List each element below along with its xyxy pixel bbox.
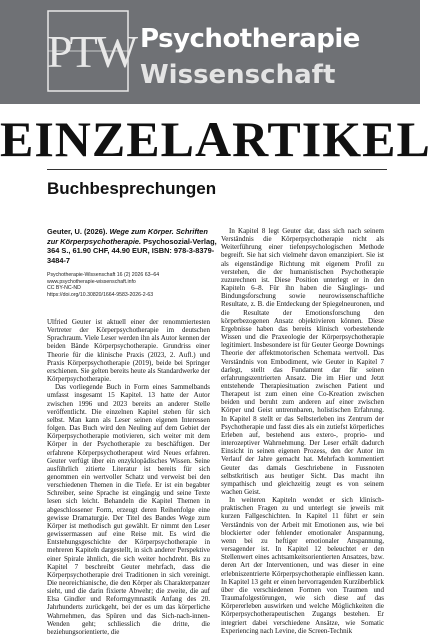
reference-author-year: Geuter, U. (2026). [47, 227, 108, 236]
body-column-left [47, 318, 210, 636]
meta-license: CC BY-NC-ND [47, 285, 81, 292]
section-title: Buchbesprechungen [47, 179, 217, 198]
paragraph: Ulfried Geuter ist aktuell einer der renommiertesten Vertreter der Körperpsychotherapie im deutschen Sprachraum. Viele Leser werden ihn als Autor kennen der beiden Bände Körperpsychotherapie. Grundriss einer Theorie für die klinische Praxis (2023, 2. Aufl.) und Praxis Körperpsychotherapie (2019), beide bei Springer erschienen. Sie gelten bereits heute als Standardwerke der Körperpsychotherapie. [47, 318, 210, 384]
paragraph: Das vorliegende Buch in Form eines Sammelbands umfasst insgesamt 15 Kapitel. 13 hatte der Autor zwischen 1996 und 2023 bereits an anderer Stelle veröffentlicht. Die einzelnen Kapitel stehen für sich selbst. Man kann als Leser seinen eigenen Interessen folgen. Das Buch wird den Neuling auf dem Gebiet der Körperpsychotherapie motivieren, sich weiter mit dem Körper in der Psychotherapie zu beschäftigen. Der erfahrene Körperpsychotherapeut wird Neues erfahren. Geuter verfügt über ein enzyklopädisches Wissen. Seine ausführlich zitierte Literatur ist bereits für sich genommen ein wertvoller Schatz und verweist bei den verschiedenen Themen in die Tiefe. Er ist ein begabter Schreiber, seine Sprache ist eingängig und seine Texte lesen sich leicht. Behandeln die Kapitel Themen in abgeschlossener Form, erzeugt deren Reihenfolge eine gewisse Dramaturgie. Der Titel des Bandes Wege zum Körper ist methodisch gut gewählt. Er nimmt den Leser gewissermassen auf eine Reise mit. Es wird die Entstehungsgeschichte der Körperpsychotherapie in mehreren Kapiteln dargestellt, in sich anderer Perspektive einer Spirale ähnlich, die sich weiter hochdreht. Bis zu Kapitel 7 beschreibt Geuter mehrfach, dass die Körperpsychotherapie drei Traditionen in sich vereinigt. Die neoreichianische, die den Körper als Charakterpanzer sieht, und die darin fixierte Abwehr; die zweite, die auf Elsa Gindler und Reformgymnastik Anfang des 20. Jahrhunderts zurückgeht, bei der es um das körperliche Wahrnehmen, das Spüren und das Sich-nach-innen-Wenden geht; schliesslich die dritte, die beziehungsorientierte, die [47, 383, 210, 636]
article-type-banner: EINZELARTIKEL [0, 111, 431, 167]
journal-logo [47, 10, 136, 92]
meta-journal: Psychotherapie-Wissenschaft 16 (2) 2026 63–64 [47, 272, 160, 278]
journal-title-line1: Psychotherapie [140, 24, 360, 54]
paragraph: In weiteren Kapiteln wendet er sich klinisch-praktischen Fragen zu und unterlegt sie jeweils mit kurzen Fallgeschichten. In Kapitel 11 führt er sein Verständnis von der Arbeit mit Emotionen aus, wie bei blockierter oder fehlender emotionaler Anspannung, wenn bei zu heftiger emotionaler Anspannung, versagender ist. In Kapitel 12 beleuchtet er den Stellenwert eines achtsamkeitsorientierten Ansatzes, bzw. deren Art der Interventionen, und was dieser in eine erlebniszentrierte Körperpsychotherapie einfliessen kann. In Kapitel 13 geht er einen hervorragenden Kurzüberblick über die verschiedenen Formen von Traumen und Traumafolgestörungen, wie sich diese auf das Körpererleben auswirken und welche Möglichkeiten die Körperpsychotherapeutischen Zugangs bestehen. Er integriert dabei verschiedene Ansätze, wie Somatic Experiencing nach Levine, die Screen-Technik [221, 496, 384, 635]
meta-website[interactable]: www.psychotherapie-wissenschaft.info [47, 278, 136, 285]
paragraph: In Kapitel 8 legt Geuter dar, dass sich nach seinem Verständnis die Körperpsychotherapie nicht als Weiterführung einer tiefenpsychologischen Methode begreift. Sie hat sich vielmehr davon emanzipiert. Sie ist als eigenständige Richtung mit eigenem Profil zu verstehen, die der humanistischen Psychotherapie zuzurechnen ist. Diese Position unterlegt er in den Kapiteln 6–8. Für ihn haben die Säuglings- und Bindungsforschung sowie neurowissenschaftliche Resultate, z. B. die Entdeckung der Spiegelneuronen, und die Resultate der Emotionsforschung den körperbezogenen Ansatz objektivieren können. Diese Ergebnisse haben das bereits klinisch vorbestehende Wissen und die Praxeologie der Körperpsychotherapie legitimiert. Insbesondere ist für Geuter George Downings Theorie der affektmotorischen Schemata wertvoll. Das Verständnis von Embodiment, wie Geuter in Kapitel 7 darlegt, stellt das Fundament dar für seinen erfahrungszentrierten Ansatz. Die im Hier und Jetzt entstehende Therapiesituation zwischen Patient und Therapeut ist zum einen eine Co-Kreation zwischen beiden und beruht zum anderen auf einer zwischen Körper und Geist untrennbaren, holistischen Erfahrung. In Kapitel 8 stellt er das Selbsterleben ins Zentrum der Psychotherapie und fasst dies als ein zutiefst körperliches Erleben auf, bestehend aus extero-, proprio- und interozeptiver Wahrnehmung. Der Leser erhält dadurch Einsicht in seinen eigenen Prozess, den der Autor im Verlauf der Jahre gemacht hat. Mehrfach kommentiert Geuter das damals Geschriebene in Fussnoten selbstkritisch aus heutiger Sicht. Das macht ihn sympathisch und gleichzeitig zeugt es von seinem wachen Geist. [221, 227, 384, 496]
reference-book-title: Wege zum Körper. Schriften zur Körperpsychotherapie. [47, 227, 208, 246]
divider [47, 169, 387, 170]
journal-title-line2: Wissenschaft [140, 60, 336, 90]
article-metadata [47, 272, 217, 298]
meta-doi[interactable]: https://doi.org/10.30820/1664-9583-2026-2-63 [47, 291, 154, 298]
logo-text: PTW [47, 26, 136, 77]
book-reference [47, 227, 217, 265]
journal-header [0, 0, 420, 104]
body-column-right [221, 227, 384, 635]
reference-details: Psychosozial-Verlag, 364 S., 61.90 CHF, 44.90 EUR, ISBN: 978-3-8379-3484-7 [47, 236, 217, 265]
